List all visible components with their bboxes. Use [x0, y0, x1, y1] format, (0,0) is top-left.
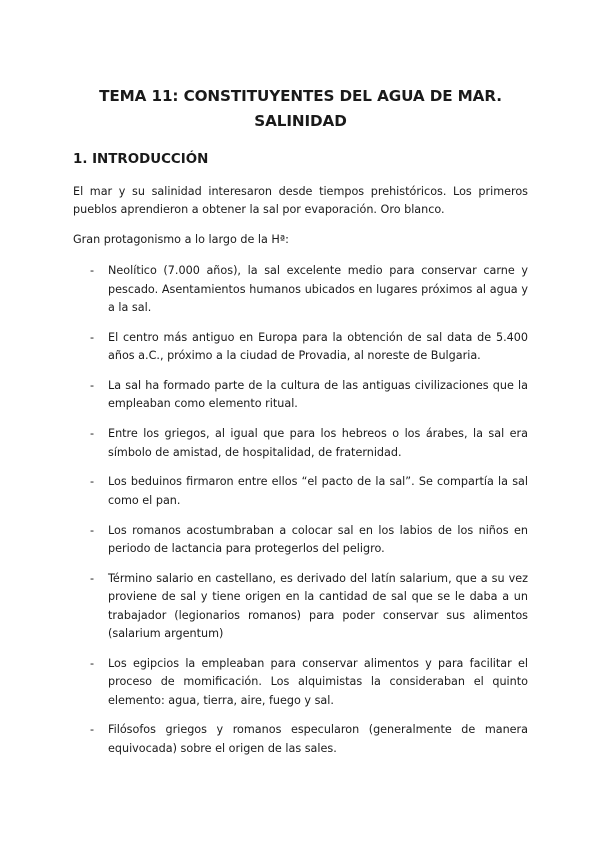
section-heading-introduccion: 1. INTRODUCCIÓN [73, 152, 209, 167]
lead-paragraph: Gran protagonismo a lo largo de la Hª: [73, 232, 289, 246]
list-item-text: Entre los griegos, al igual que para los hebreos o los árabes, la sal era símbolo de amistad, de hospitalidad, de fraternidad. [108, 427, 528, 459]
list-item [73, 377, 528, 414]
page-title [73, 84, 528, 134]
list-item [73, 721, 528, 758]
list-item [73, 329, 528, 366]
bullet-dash: - [90, 523, 95, 537]
title-line-1: TEMA 11: CONSTITUYENTES DEL AGUA DE MAR. [99, 87, 502, 105]
list-item [73, 473, 528, 510]
bullet-dash: - [90, 379, 95, 393]
list-item [73, 655, 528, 710]
list-item-text: Término salario en castellano, es derivado del latín salarium, que a su vez proviene de sal y tiene origen en la cantidad de sal que se le daba a un trabajador (legionarios romanos) para poder conservar sus alimentos (salarium argentum) [108, 571, 528, 641]
intro-paragraph: El mar y su salinidad interesaron desde tiempos prehistóricos. Los primeros pueblos aprendieron a obtener la sal por evaporación. Oro blanco. [73, 185, 528, 217]
bullet-list [73, 262, 528, 758]
list-item-text: Los beduinos firmaron entre ellos “el pacto de la sal”. Se compartía la sal como el pan. [108, 475, 528, 507]
title-line-2: SALINIDAD [254, 112, 347, 130]
list-item [73, 570, 528, 644]
list-item [73, 522, 528, 559]
bullet-dash: - [90, 475, 95, 489]
bullet-dash: - [90, 571, 95, 585]
list-item-text: Los egipcios la empleaban para conservar alimentos y para facilitar el proceso de momificación. Los alquimistas la consideraban el quinto elemento: agua, tierra, aire, fuego y sal. [108, 656, 528, 707]
list-item [73, 262, 528, 317]
bullet-dash: - [90, 264, 95, 278]
list-item-text: La sal ha formado parte de la cultura de las antiguas civilizaciones que la empleaban como elemento ritual. [108, 379, 528, 411]
bullet-dash: - [90, 656, 95, 670]
list-item-text: Filósofos griegos y romanos especularon (generalmente de manera equivocada) sobre el origen de las sales. [108, 723, 528, 755]
list-item-text: Los romanos acostumbraban a colocar sal en los labios de los niños en periodo de lactancia para protegerlos del peligro. [108, 523, 528, 556]
bullet-dash: - [90, 723, 95, 737]
list-item [73, 425, 528, 462]
bullet-dash: - [90, 330, 95, 344]
list-item-text: El centro más antiguo en Europa para la obtención de sal data de 5.400 años a.C., próximo a la ciudad de Provadia, al noreste de Bulgaria. [108, 330, 528, 363]
bullet-dash: - [90, 427, 95, 441]
list-item-text: Neolítico (7.000 años), la sal excelente medio para conservar carne y pescado. Asentamientos humanos ubicados en lugares próximos al agua y a la sal. [108, 264, 528, 315]
